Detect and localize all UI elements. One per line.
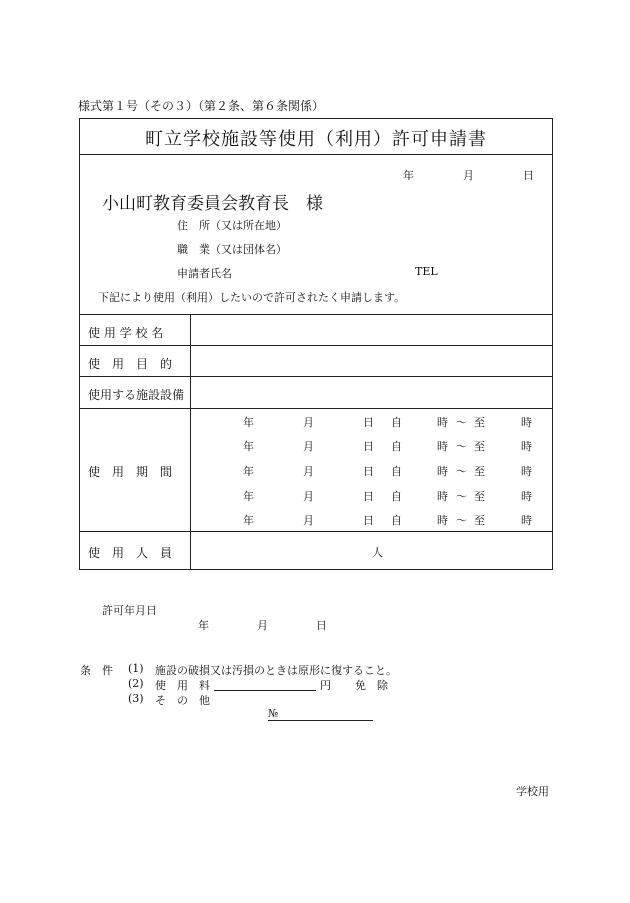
fee-exempt-label: 免 除: [355, 679, 388, 692]
permit-date-month: 月: [257, 619, 268, 632]
condition-3-text: そ の 他: [155, 694, 210, 707]
permit-date-day: 日: [316, 619, 327, 632]
addressee: 小山町教育委員会教育長 様: [102, 194, 323, 214]
personnel-unit: 人: [372, 546, 383, 559]
permit-date-year: 年: [198, 619, 209, 632]
divider: [80, 376, 552, 377]
divider: [80, 408, 552, 409]
divider: [80, 154, 552, 155]
tel-label: TEL: [415, 265, 438, 278]
condition-2-text: 使 用 料: [155, 679, 210, 692]
condition-3-number: (3): [128, 692, 144, 705]
date-day: 日: [523, 169, 534, 182]
address-label: 住 所（又は所在地）: [177, 219, 287, 232]
form-title: 町立学校施設等使用（利用）許可申請書: [145, 129, 487, 150]
date-month: 月: [463, 169, 474, 182]
applicant-name-label: 申請者氏名: [177, 267, 232, 280]
number-line: [268, 720, 373, 721]
row-label-personnel: 使 用 人 員: [88, 546, 173, 560]
occupation-label: 職 業（又は団体名）: [177, 243, 287, 256]
row-label-school-name: 使 用 学 校 名: [88, 326, 164, 340]
number-label: №: [268, 707, 279, 720]
row-label-facilities: 使用する施設設備: [88, 388, 185, 402]
date-year: 年: [403, 169, 414, 182]
divider: [80, 314, 552, 315]
footer-school-copy: 学校用: [516, 785, 549, 798]
permit-date-label: 許可年月日: [102, 604, 157, 617]
form-number: 様式第１号（その３）（第２条、第６条関係）: [78, 99, 325, 113]
fee-amount-line: [214, 690, 316, 691]
conditions-label: 条 件: [80, 664, 113, 677]
fee-yen-label: 円: [320, 679, 331, 692]
condition-1-number: (1): [128, 662, 144, 675]
request-sentence: 下記により使用（利用）したいので許可されたく申請します。: [98, 291, 406, 304]
divider: [80, 531, 552, 532]
condition-2-number: (2): [128, 677, 144, 690]
application-form: 町立学校施設等使用（利用）許可申請書 年 月 日 小山町教育委員会教育長 様 住 所（又は所在地） 職 業（又は団体名） 申請者氏名 TEL 下記により使用（利用）したいので許可されたく申請します。 使 用 学 校 名 使 用 目 的 使用する施設設備 使 用 期 間 年 月 日 自 時 ～ 至 時 年 月 日 自 時 ～ 至 時 年 月 日 自 時 ～ 至 時 年 月 日 自 時 ～ 至 時 年 月 日 自 時 ～ 至 時 使 用 人 員 人: [79, 118, 553, 570]
condition-1-text: 施設の破損又は汚損のときは原形に復すること。: [155, 664, 397, 677]
divider: [80, 345, 552, 346]
row-label-purpose: 使 用 目 的: [88, 357, 173, 371]
row-label-period: 使 用 期 間: [88, 465, 173, 479]
